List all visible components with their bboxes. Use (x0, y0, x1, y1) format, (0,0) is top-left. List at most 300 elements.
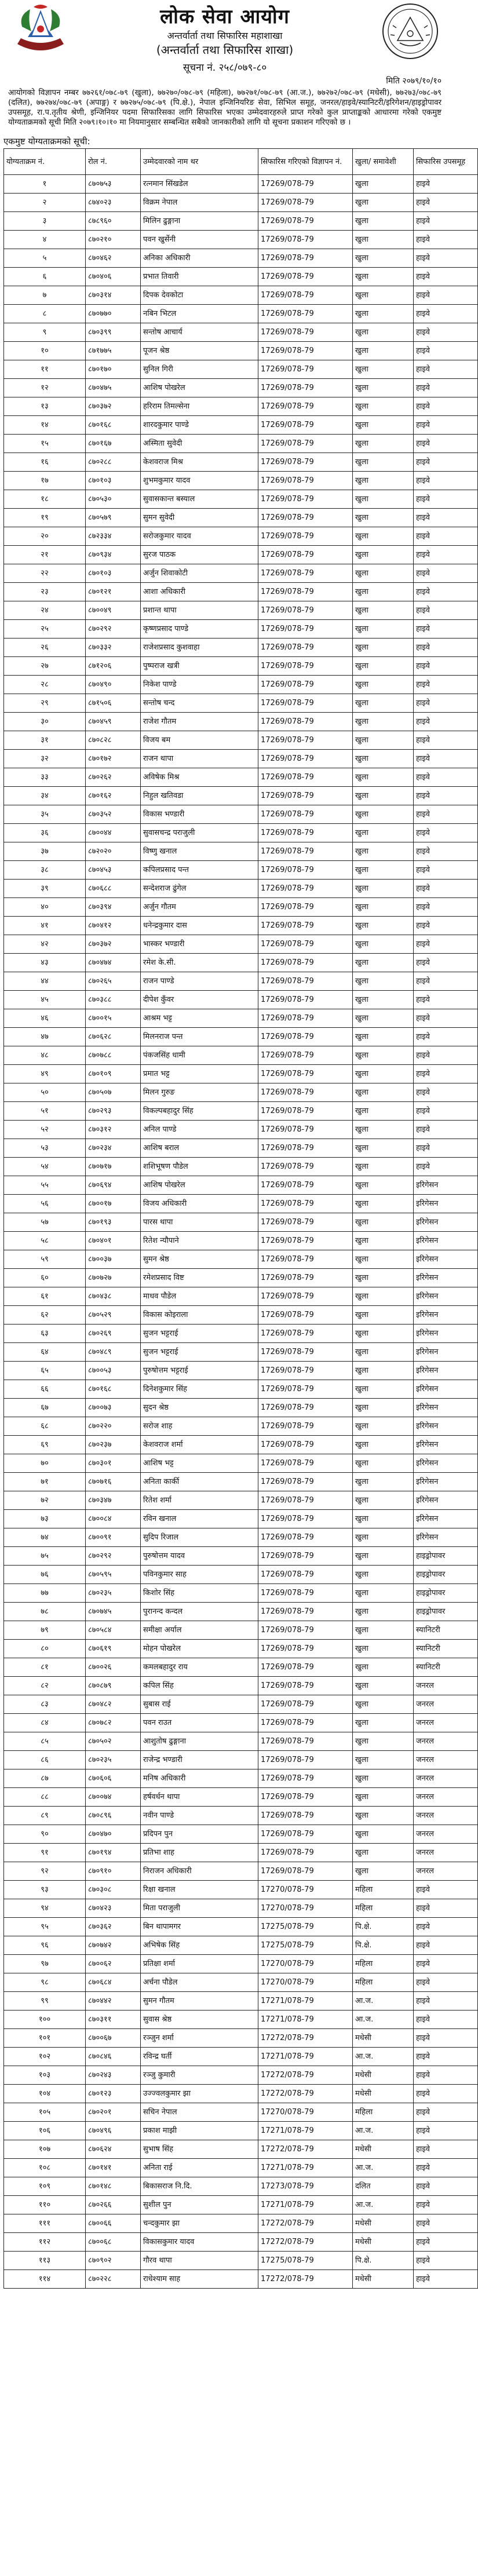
advertisement-cell: 17269/078-79 (258, 1139, 353, 1158)
advertisement-cell: 17269/078-79 (258, 249, 353, 268)
advertisement-cell: 17269/078-79 (258, 527, 353, 546)
table-row (4, 1695, 478, 1714)
group-cell: खुला (353, 1640, 414, 1658)
table-row (4, 435, 478, 453)
advertisement-cell: 17269/078-79 (258, 435, 353, 453)
group-cell: महिला (353, 2103, 414, 2122)
advertisement-cell: 17269/078-79 (258, 750, 353, 768)
name-cell: अर्जुन शिवाकोटी (141, 564, 258, 583)
subgroup-cell: इरिगेसन (414, 1528, 478, 1547)
roll-cell: ८७०४९६ (86, 2122, 141, 2140)
subgroup-cell: हाइवे (414, 805, 478, 824)
group-cell: खुला (353, 880, 414, 898)
roll-cell: ८७०१२१ (86, 583, 141, 601)
name-cell: सुदन श्रेष्ठ (141, 1399, 258, 1417)
rank-cell: ३० (4, 713, 86, 731)
rank-cell: ५८ (4, 1232, 86, 1250)
group-cell: मधेसी (353, 2029, 414, 2048)
roll-cell: ८७०४१२ (86, 917, 141, 935)
roll-cell: ८७००७३ (86, 1399, 141, 1417)
name-cell: केशवराज मिश्र (141, 453, 258, 472)
advertisement-cell: 17269/078-79 (258, 305, 353, 323)
roll-cell: ८७०३६२ (86, 1918, 141, 1936)
roll-cell: ८७०१९४ (86, 1844, 141, 1862)
subgroup-cell: हाइवे (414, 731, 478, 750)
rank-cell: ४० (4, 898, 86, 917)
subgroup-cell: हाइवे (414, 2011, 478, 2029)
subgroup-cell: हाइवे (414, 917, 478, 935)
roll-cell: ८७००६८ (86, 2233, 141, 2252)
advertisement-cell: 17269/078-79 (258, 175, 353, 194)
name-cell: सुमन सुवेदी (141, 509, 258, 527)
advertisement-cell: 17272/078-79 (258, 2029, 353, 2048)
rank-cell: ६६ (4, 1380, 86, 1399)
roll-cell: ८७०७१६ (86, 1473, 141, 1491)
roll-cell: ८७०१४१ (86, 2159, 141, 2177)
table-row (4, 2252, 478, 2270)
table-row (4, 1862, 478, 1881)
subgroup-cell: स्यानिटरी (414, 1658, 478, 1677)
rank-cell: ८० (4, 1640, 86, 1658)
table-row (4, 1380, 478, 1399)
subgroup-cell: इरिगेसन (414, 1473, 478, 1491)
name-cell: मिलिन ढुङ्गाना (141, 212, 258, 231)
table-row (4, 583, 478, 601)
name-cell: गौरव थापा (141, 2252, 258, 2270)
roll-cell: ८७००४९ (86, 601, 141, 620)
table-row (4, 175, 478, 194)
roll-cell: ८७०६२४ (86, 2140, 141, 2159)
name-cell: उज्ज्वलकुमार झा (141, 2085, 258, 2103)
group-cell: खुला (353, 286, 414, 305)
table-row (4, 2066, 478, 2085)
name-cell: कृष्णप्रसाद पाण्डे (141, 620, 258, 638)
rank-cell: ६८ (4, 1417, 86, 1436)
advertisement-cell: 17269/078-79 (258, 676, 353, 694)
advertisement-cell: 17269/078-79 (258, 935, 353, 954)
group-cell: खुला (353, 1658, 414, 1677)
name-cell: सुवास श्रेष्ठ (141, 2011, 258, 2029)
advertisement-cell: 17269/078-79 (258, 564, 353, 583)
name-cell: राजन पाण्डे (141, 972, 258, 991)
roll-cell: ८७०९३४ (86, 546, 141, 564)
roll-cell: ८७०३५२ (86, 805, 141, 824)
advertisement-cell: 17270/078-79 (258, 2103, 353, 2122)
rank-cell: २ (4, 194, 86, 212)
group-cell: खुला (353, 1751, 414, 1769)
advertisement-cell: 17269/078-79 (258, 1547, 353, 1566)
group-cell: मधेसी (353, 2233, 414, 2252)
subgroup-cell: जनरल (414, 1714, 478, 1732)
advertisement-cell: 17269/078-79 (258, 1528, 353, 1547)
subgroup-cell: हाइवे (414, 194, 478, 212)
name-cell: पुरुषोत्तम यादव (141, 1547, 258, 1566)
group-cell: खुला (353, 1028, 414, 1046)
table-row (4, 1547, 478, 1566)
name-cell: हरिराम तिमल्सेना (141, 397, 258, 416)
roll-cell: ८७०४८९ (86, 1343, 141, 1362)
table-row (4, 2011, 478, 2029)
table-row (4, 268, 478, 286)
name-cell: किशोर सिंह (141, 1584, 258, 1603)
name-cell: प्रभात तिवारी (141, 268, 258, 286)
rank-cell: ५३ (4, 1139, 86, 1158)
rank-cell: ६१ (4, 1287, 86, 1306)
roll-cell: ८७०४९० (86, 676, 141, 694)
rank-cell: २६ (4, 638, 86, 657)
group-cell: खुला (353, 231, 414, 249)
rank-cell: ७२ (4, 1491, 86, 1510)
roll-cell: ८७०२०१ (86, 2103, 141, 2122)
rank-cell: ८५ (4, 1732, 86, 1751)
group-cell: खुला (353, 1732, 414, 1751)
advertisement-cell: 17269/078-79 (258, 1640, 353, 1658)
name-cell: सुभाष सिंह (141, 2140, 258, 2159)
table-row (4, 787, 478, 805)
group-cell: खुला (353, 1788, 414, 1807)
roll-cell: ८७०१६८ (86, 416, 141, 435)
rank-cell: २८ (4, 676, 86, 694)
subgroup-cell: हाइवे (414, 657, 478, 676)
rank-cell: ५ (4, 249, 86, 268)
subgroup-cell: हाइवे (414, 676, 478, 694)
rank-cell: ६७ (4, 1399, 86, 1417)
group-cell: खुला (353, 1325, 414, 1343)
subgroup-cell: हाइवे (414, 435, 478, 453)
table-row (4, 323, 478, 342)
name-cell: मनिष अधिकारी (141, 1769, 258, 1788)
roll-cell: ८७००३७ (86, 1250, 141, 1269)
table-row (4, 1362, 478, 1380)
advertisement-cell: 17269/078-79 (258, 268, 353, 286)
subgroup-cell: हाइवे (414, 2140, 478, 2159)
rank-cell: २२ (4, 564, 86, 583)
rank-cell: २५ (4, 620, 86, 638)
name-cell: सचिन नेपाल (141, 2103, 258, 2122)
group-cell: खुला (353, 1009, 414, 1028)
roll-cell: ८७०२६६ (86, 2196, 141, 2214)
group-cell: मधेसी (353, 2085, 414, 2103)
table-row (4, 1343, 478, 1362)
name-cell: राधेश्याम साह (141, 2270, 258, 2289)
advertisement-cell: 17269/078-79 (258, 1677, 353, 1695)
roll-cell: ८७०२९२ (86, 1547, 141, 1566)
advertisement-cell: 17269/078-79 (258, 379, 353, 397)
subgroup-cell: इरिगेसन (414, 1436, 478, 1454)
subgroup-cell: हाइवे (414, 564, 478, 583)
roll-cell: ८७०५३० (86, 490, 141, 509)
advertisement-cell: 17275/078-79 (258, 1918, 353, 1936)
table-row (4, 1473, 478, 1491)
subgroup-cell: हाइवे (414, 472, 478, 490)
name-cell: राजेन्द्र भण्डारी (141, 1751, 258, 1769)
group-cell: खुला (353, 1528, 414, 1547)
advertisement-cell: 17269/078-79 (258, 1362, 353, 1380)
advertisement-cell: 17269/078-79 (258, 1603, 353, 1621)
advertisement-cell: 17269/078-79 (258, 1566, 353, 1584)
advertisement-cell: 17269/078-79 (258, 1399, 353, 1417)
advertisement-cell: 17269/078-79 (258, 583, 353, 601)
group-cell: खुला (353, 1825, 414, 1844)
rank-cell: ४२ (4, 935, 86, 954)
table-row (4, 1621, 478, 1640)
subgroup-cell: हाइवे (414, 1992, 478, 2011)
name-cell: नबिन भिटल (141, 305, 258, 323)
rank-cell: १९ (4, 509, 86, 527)
group-cell: मधेसी (353, 2214, 414, 2233)
advertisement-cell: 17269/078-79 (258, 1287, 353, 1306)
name-cell: रविन खनाल (141, 1510, 258, 1528)
rank-cell: ६५ (4, 1362, 86, 1380)
group-cell: खुला (353, 1603, 414, 1621)
advertisement-cell: 17269/078-79 (258, 1306, 353, 1325)
rank-cell: १०२ (4, 2048, 86, 2066)
table-row (4, 601, 478, 620)
roll-cell: ८७०८४६ (86, 2048, 141, 2066)
rank-cell: ८९ (4, 1807, 86, 1825)
rank-cell: ३३ (4, 768, 86, 787)
table-row (4, 453, 478, 472)
name-cell: अनिका अधिकारी (141, 249, 258, 268)
group-cell: खुला (353, 861, 414, 880)
roll-cell: ८७४०२३ (86, 194, 141, 212)
roll-cell: ८७०७४५ (86, 1603, 141, 1621)
table-row (4, 991, 478, 1009)
group-cell: खुला (353, 1769, 414, 1788)
rank-cell: ७३ (4, 1510, 86, 1528)
advertisement-cell: 17269/078-79 (258, 1009, 353, 1028)
subgroup-cell: हाइवे (414, 583, 478, 601)
roll-cell: ८७०१४८ (86, 2177, 141, 2196)
subgroup-cell: हाइवे (414, 342, 478, 360)
table-row (4, 713, 478, 731)
group-cell: आ.ज. (353, 2122, 414, 2140)
advertisement-cell: 17269/078-79 (258, 323, 353, 342)
group-cell: खुला (353, 1158, 414, 1176)
commission-seal-icon (381, 2, 439, 60)
roll-cell: ८७०८९६ (86, 1807, 141, 1825)
subgroup-cell: हाइवे (414, 1083, 478, 1102)
subgroup-cell: हाइवे (414, 1046, 478, 1065)
subgroup-cell: हाइवे (414, 2214, 478, 2233)
subgroup-cell: इरिगेसन (414, 1250, 478, 1269)
rank-cell: ४७ (4, 1028, 86, 1046)
roll-cell: ८७०४२३ (86, 1899, 141, 1918)
group-cell: मधेसी (353, 2140, 414, 2159)
advertisement-cell: 17269/078-79 (258, 1844, 353, 1862)
name-cell: सुमन श्रेष्ठ (141, 1250, 258, 1269)
roll-cell: ८७००२६ (86, 1658, 141, 1677)
group-cell: खुला (353, 1399, 414, 1417)
advertisement-cell: 17269/078-79 (258, 657, 353, 676)
group-cell: खुला (353, 787, 414, 805)
group-cell: खुला (353, 1102, 414, 1121)
table-row (4, 917, 478, 935)
subgroup-cell: हाइवे (414, 1028, 478, 1046)
advertisement-cell: 17269/078-79 (258, 1491, 353, 1510)
table-row (4, 1102, 478, 1121)
name-cell: प्रदिपन पुन (141, 1825, 258, 1844)
group-cell: खुला (353, 954, 414, 972)
roll-cell: ८७०७२७ (86, 1269, 141, 1287)
roll-cell: ८७०७८२ (86, 1714, 141, 1732)
group-cell: खुला (353, 212, 414, 231)
group-cell: खुला (353, 1195, 414, 1213)
rank-cell: ३९ (4, 880, 86, 898)
advertisement-cell: 17271/078-79 (258, 2048, 353, 2066)
name-cell: आशा अधिकारी (141, 583, 258, 601)
name-cell: मिलनराज पन्त (141, 1028, 258, 1046)
advertisement-cell: 17269/078-79 (258, 620, 353, 638)
table-row (4, 1992, 478, 2011)
rank-cell: २९ (4, 694, 86, 713)
roll-cell: ८७०२२८ (86, 2270, 141, 2289)
subgroup-cell: हाइवे (414, 898, 478, 917)
name-cell: मिलन गुरुङ (141, 1083, 258, 1102)
advertisement-cell: 17271/078-79 (258, 2159, 353, 2177)
subgroup-cell: हाइवे (414, 2029, 478, 2048)
group-cell: आ.ज. (353, 2011, 414, 2029)
roll-cell: ८७०१७२ (86, 750, 141, 768)
name-cell: सुरज पाठक (141, 546, 258, 564)
roll-cell: ८७०६०६ (86, 1769, 141, 1788)
name-cell: पवन खुर्सेनी (141, 231, 258, 249)
subgroup-cell: हाइवे (414, 787, 478, 805)
group-cell: मधेसी (353, 2066, 414, 2085)
group-cell: खुला (353, 676, 414, 694)
subgroup-cell: हाइवे (414, 694, 478, 713)
name-cell: पारस थापा (141, 1213, 258, 1232)
table-row (4, 2048, 478, 2066)
group-cell: खुला (353, 1083, 414, 1102)
roll-cell: ८७०२८८ (86, 453, 141, 472)
advertisement-cell: 17269/078-79 (258, 1473, 353, 1491)
table-row (4, 1732, 478, 1751)
subgroup-cell: जनरल (414, 1769, 478, 1788)
advertisement-cell: 17269/078-79 (258, 1807, 353, 1825)
roll-cell: ८७०७८८ (86, 1046, 141, 1065)
group-cell: खुला (353, 750, 414, 768)
rank-cell: १० (4, 342, 86, 360)
roll-cell: ८७०७५३ (86, 175, 141, 194)
group-cell: खुला (353, 898, 414, 917)
subgroup-cell: हाइवे (414, 1121, 478, 1139)
subgroup-cell: इरिगेसन (414, 1454, 478, 1473)
group-cell: महिला (353, 1899, 414, 1918)
table-row (4, 416, 478, 435)
roll-cell: ८७०६१९ (86, 1640, 141, 1658)
roll-cell: ८७०३७२ (86, 935, 141, 954)
roll-cell: ८७००७४ (86, 1788, 141, 1807)
notice-number: सूचना नं. २५८/०७९-८० (183, 62, 267, 74)
table-row (4, 2103, 478, 2122)
subgroup-cell: जनरल (414, 1788, 478, 1807)
subgroup-cell: हाइवे (414, 509, 478, 527)
advertisement-cell: 17269/078-79 (258, 694, 353, 713)
name-cell: सरोजकुमार यादव (141, 527, 258, 546)
group-cell: महिला (353, 1881, 414, 1899)
group-cell: खुला (353, 527, 414, 546)
group-cell: खुला (353, 416, 414, 435)
subgroup-cell: जनरल (414, 1825, 478, 1844)
rank-cell: ९० (4, 1825, 86, 1844)
table-row (4, 1213, 478, 1232)
name-cell: सन्तोष आचार्य (141, 323, 258, 342)
rank-cell: १०३ (4, 2066, 86, 2085)
name-cell: निहुल खतिवडा (141, 787, 258, 805)
name-cell: सन्तोष चन्द (141, 694, 258, 713)
subgroup-cell: हाइवे (414, 861, 478, 880)
subgroup-cell: हाइवे (414, 2177, 478, 2196)
table-row (4, 1714, 478, 1732)
group-cell: पि.क्षे. (353, 2252, 414, 2270)
roll-cell: ८७१५०६ (86, 694, 141, 713)
roll-cell: ८७०७१७ (86, 1158, 141, 1176)
col-header-advertisement: सिफारिस गरिएको विज्ञापन नं. (258, 149, 353, 175)
roll-cell: ८७१२०६ (86, 657, 141, 676)
roll-cell: ८७०३११ (86, 2011, 141, 2029)
col-header-group: खुला/ समावेशी (353, 149, 414, 175)
rank-cell: ९ (4, 323, 86, 342)
group-cell: खुला (353, 1232, 414, 1250)
roll-cell: ८७०२२० (86, 1417, 141, 1436)
merit-list-body (4, 175, 478, 2289)
table-row (4, 2159, 478, 2177)
advertisement-cell: 17269/078-79 (258, 212, 353, 231)
rank-cell: ३४ (4, 787, 86, 805)
rank-cell: ४८ (4, 1046, 86, 1065)
group-cell: खुला (353, 731, 414, 750)
name-cell: दिपक देवकोटा (141, 286, 258, 305)
table-row (4, 472, 478, 490)
advertisement-cell: 17269/078-79 (258, 1380, 353, 1399)
group-cell: खुला (353, 1491, 414, 1510)
advertisement-cell: 17269/078-79 (258, 972, 353, 991)
advertisement-cell: 17269/078-79 (258, 1325, 353, 1343)
table-row (4, 379, 478, 397)
rank-cell: २० (4, 527, 86, 546)
advertisement-cell: 17269/078-79 (258, 1213, 353, 1232)
name-cell: माधव पौडेल (141, 1287, 258, 1306)
roll-cell: ८७२०२० (86, 842, 141, 861)
advertisement-cell: 17269/078-79 (258, 1788, 353, 1807)
name-cell: पुरानन्द कन्दल (141, 1603, 258, 1621)
rank-cell: ७१ (4, 1473, 86, 1491)
name-cell: रितेश न्यौपाने (141, 1232, 258, 1250)
group-cell: खुला (353, 1695, 414, 1714)
advertisement-cell: 17269/078-79 (258, 1454, 353, 1473)
table-row (4, 1417, 478, 1436)
subgroup-cell: स्यानिटरी (414, 1640, 478, 1658)
rank-cell: ४९ (4, 1065, 86, 1083)
roll-cell: ८७०३०८ (86, 1881, 141, 1899)
roll-cell: ८७०५०७ (86, 1083, 141, 1102)
rank-cell: १५ (4, 435, 86, 453)
name-cell: केशवराज शर्मा (141, 1436, 258, 1454)
group-cell: खुला (353, 305, 414, 323)
roll-cell: ८७०१६८ (86, 1380, 141, 1399)
advertisement-cell: 17272/078-79 (258, 2066, 353, 2085)
rank-cell: ४ (4, 231, 86, 249)
subgroup-cell: इरिगेसन (414, 1417, 478, 1436)
subgroup-cell: हाइवे (414, 2159, 478, 2177)
name-cell: विक्रम नेपाल (141, 194, 258, 212)
rank-cell: ३ (4, 212, 86, 231)
name-cell: रिक्षा खनाल (141, 1881, 258, 1899)
subgroup-cell: जनरल (414, 1807, 478, 1825)
group-cell: खुला (353, 1454, 414, 1473)
roll-cell: ८७०६२८ (86, 1028, 141, 1046)
